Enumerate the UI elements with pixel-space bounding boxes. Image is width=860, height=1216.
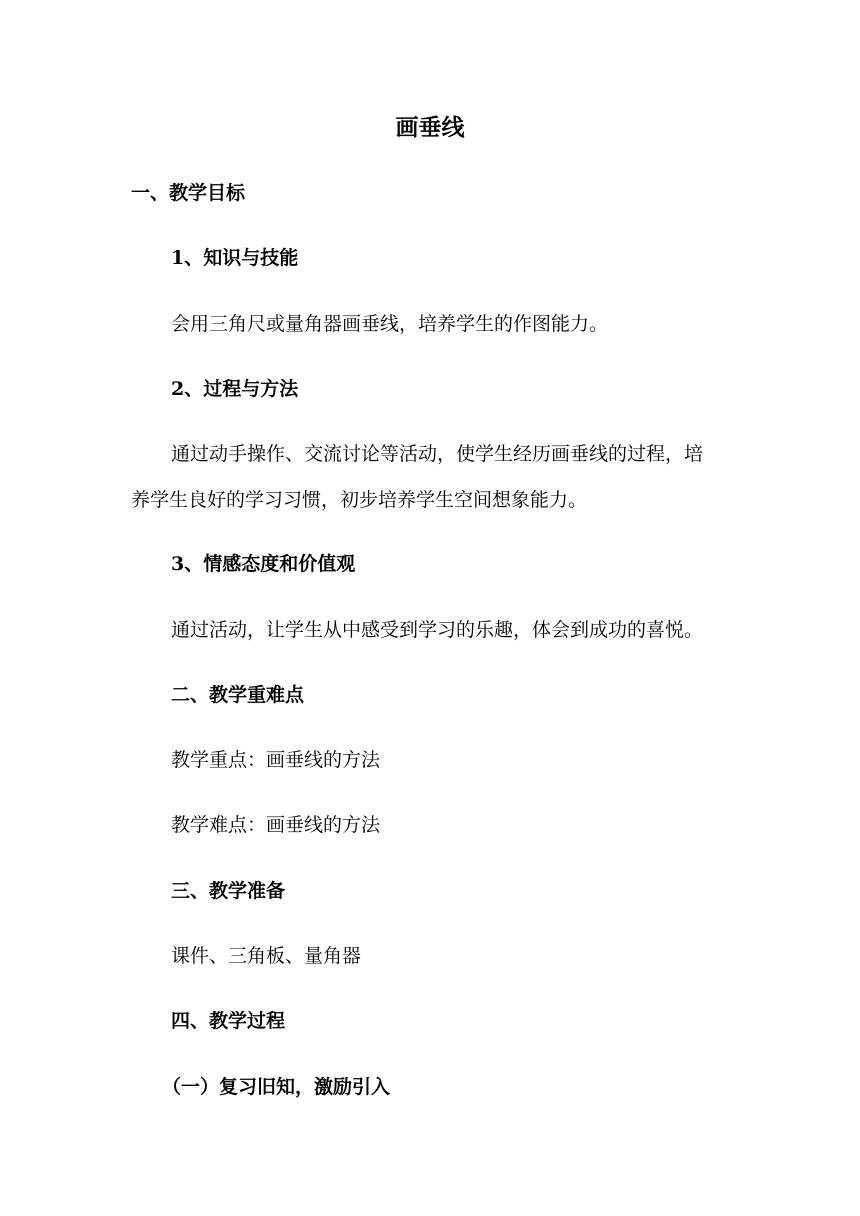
paragraph-process-method-line2: 养学生良好的学习习惯，初步培养学生空间想象能力。 [131,489,588,511]
paragraph-key-point: 教学重点：画垂线的方法 [171,749,381,771]
section-heading-teaching-goals: 一、教学目标 [131,182,246,204]
document-title: 画垂线 [395,114,465,141]
subheading-process-method: 2、过程与方法 [171,378,299,400]
paragraph-process-method-line1: 通过动手操作、交流讨论等活动，使学生经历画垂线的过程，培 [171,443,704,465]
paragraph-emotion-values: 通过活动，让学生从中感受到学习的乐趣，体会到成功的喜悦。 [171,619,704,641]
subheading-knowledge-skills: 1、知识与技能 [171,247,299,269]
section-heading-preparation: 三、教学准备 [171,880,286,902]
subheading-emotion-values: 3、情感态度和价值观 [171,553,356,575]
paragraph-preparation: 课件、三角板、量角器 [171,945,362,967]
subheading-review-intro: （一）复习旧知，激励引入 [162,1076,391,1098]
paragraph-knowledge-skills: 会用三角尺或量角器画垂线，培养学生的作图能力。 [171,313,609,335]
paragraph-difficult-point: 教学难点：画垂线的方法 [171,814,381,836]
section-heading-key-difficult-points: 二、教学重难点 [171,684,305,706]
section-heading-teaching-process: 四、教学过程 [171,1010,286,1032]
